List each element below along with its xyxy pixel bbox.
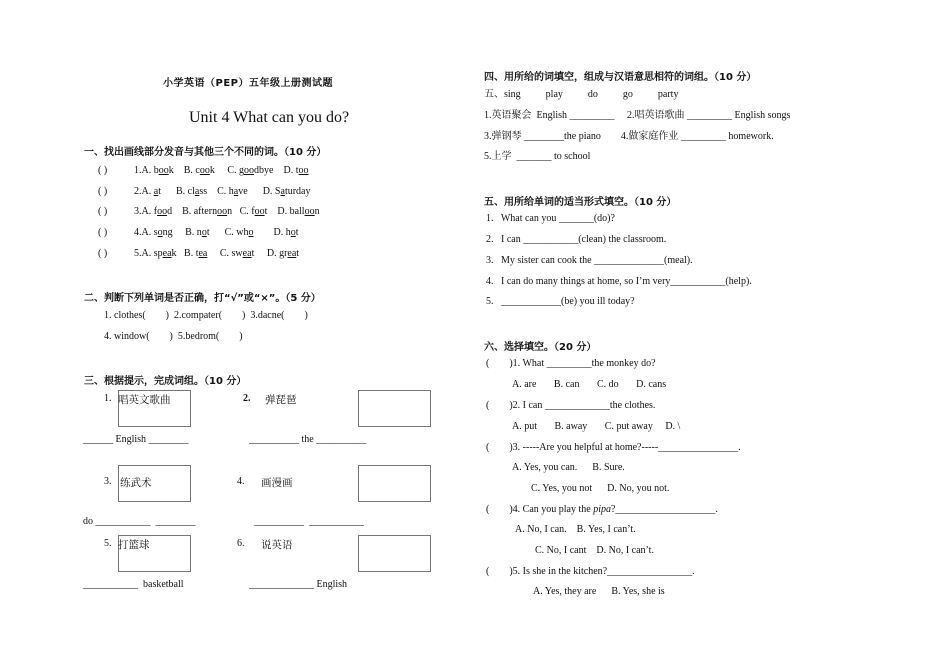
question-3-options-a: A. Yes, you can. B. Sure. [512, 462, 625, 473]
hint-cn: 说英语 [261, 539, 293, 551]
phonics-row-3: 3.A. food B. afternoon C. foot D. balloon [134, 206, 320, 217]
section-5-line-1: 1. What can you _______(do)? [486, 213, 615, 224]
answer-paren[interactable]: ( ) [98, 186, 108, 197]
hint-cn: 弹琵琶 [265, 394, 297, 406]
question-5: ( )5. Is she in the kitchen?_________________. [486, 566, 695, 577]
item-number: 4. [237, 476, 245, 487]
section-5-line-4: 4. I can do many things at home, so I’m very___________(help). [486, 276, 752, 287]
hint-cn: 画漫画 [261, 477, 293, 489]
item-number: 1. [104, 393, 112, 404]
section-5-line-2: 2. I can ___________(clean) the classroom. [486, 234, 667, 245]
item-number: 6. [237, 538, 245, 549]
section-2-line-2: 4. window( ) 5.bedrom( ) [104, 331, 243, 342]
question-4: ( )4. Can you play the pipa?____________________. [486, 504, 718, 515]
document-title: 小学英语（PEP）五年级上册测试题 [163, 78, 333, 89]
section-5-line-3: 3. My sister can cook the ______________(meal). [486, 255, 693, 266]
fill-line[interactable]: _____________ English [249, 579, 348, 590]
item-number: 3. [104, 476, 112, 487]
question-1-options: A. are B. can C. do D. cans [512, 379, 667, 390]
section-3-heading: 三、根据提示，完成词组。（10 分） [84, 376, 247, 387]
answer-paren[interactable]: ( ) [98, 165, 108, 176]
hint-cn: 唱英文歌曲 [118, 394, 171, 406]
unit-title: Unit 4 What can you do? [189, 109, 350, 126]
question-2: ( )2. I can _____________the clothes. [486, 400, 656, 411]
section-1-heading: 一、找出画线部分发音与其他三个不同的词。（10 分） [84, 147, 327, 158]
section-4-line-1: 1.英语聚会 English _________ 2.唱英语歌曲 _________ English songs [484, 110, 791, 121]
picture-box [358, 465, 431, 502]
phonics-row-4: 4.A. song B. not C. who D. hot [134, 227, 299, 238]
section-5-heading: 五、用所给单词的适当形式填空。（10 分） [484, 197, 677, 208]
answer-paren[interactable]: ( ) [98, 248, 108, 259]
item-number: 5. [104, 538, 112, 549]
answer-paren[interactable]: ( ) [98, 227, 108, 238]
question-1: ( )1. What _________the monkey do? [486, 358, 656, 369]
phonics-row-5: 5.A. speak B. tea C. sweat D. great [134, 248, 300, 259]
section-4-line-2: 3.弹钢琴 ________the piano 4.做家庭作业 _________ homework. [484, 131, 774, 142]
answer-paren[interactable]: ( ) [98, 206, 108, 217]
fill-line[interactable]: ___________ basketball [83, 579, 184, 590]
question-2-options: A. put B. away C. put away D. \ [512, 421, 681, 432]
section-2-line-1: 1. clothes( ) 2.compater( ) 3.dacne( ) [104, 310, 308, 321]
section-4-line-3: 5.上学 _______ to school [484, 151, 591, 162]
question-4-options-b: C. No, I cant D. No, I can’t. [535, 545, 654, 556]
question-3-options-b: C. Yes, you not D. No, you not. [531, 483, 670, 494]
section-4-heading: 四、用所给的词填空，组成与汉语意思相符的词组。（10 分） [484, 72, 757, 83]
section-2-heading: 二、判断下列单词是否正确，打“√”或“×”。（5 分） [84, 293, 321, 304]
picture-box [358, 535, 431, 572]
item-number: 2. [243, 393, 251, 404]
section-5-line-5: 5. ____________(be) you ill today? [486, 296, 635, 307]
section-6-heading: 六、选择填空。（20 分） [484, 342, 597, 353]
word-bank: 五、sing play do go party [484, 89, 679, 100]
question-4-options-a: A. No, I can. B. Yes, I can’t. [515, 524, 636, 535]
hint-cn: 练武术 [120, 477, 152, 489]
fill-line[interactable]: __________ the __________ [249, 434, 367, 445]
question-5-options: A. Yes, they are B. Yes, she is [533, 586, 665, 597]
fill-line[interactable]: __________ ___________ [254, 516, 364, 527]
phonics-row-2: 2.A. at B. class C. have D. Saturday [134, 186, 311, 197]
fill-line[interactable]: ______ English ________ [83, 434, 189, 445]
question-3: ( )3. -----Are you helpful at home?-----________________. [486, 442, 741, 453]
phonics-row-1: 1.A. book B. cook C. goodbye D. too [134, 165, 309, 176]
fill-line[interactable]: do ___________ ________ [83, 516, 196, 527]
hint-cn: 打篮球 [118, 539, 150, 551]
picture-box [358, 390, 431, 427]
